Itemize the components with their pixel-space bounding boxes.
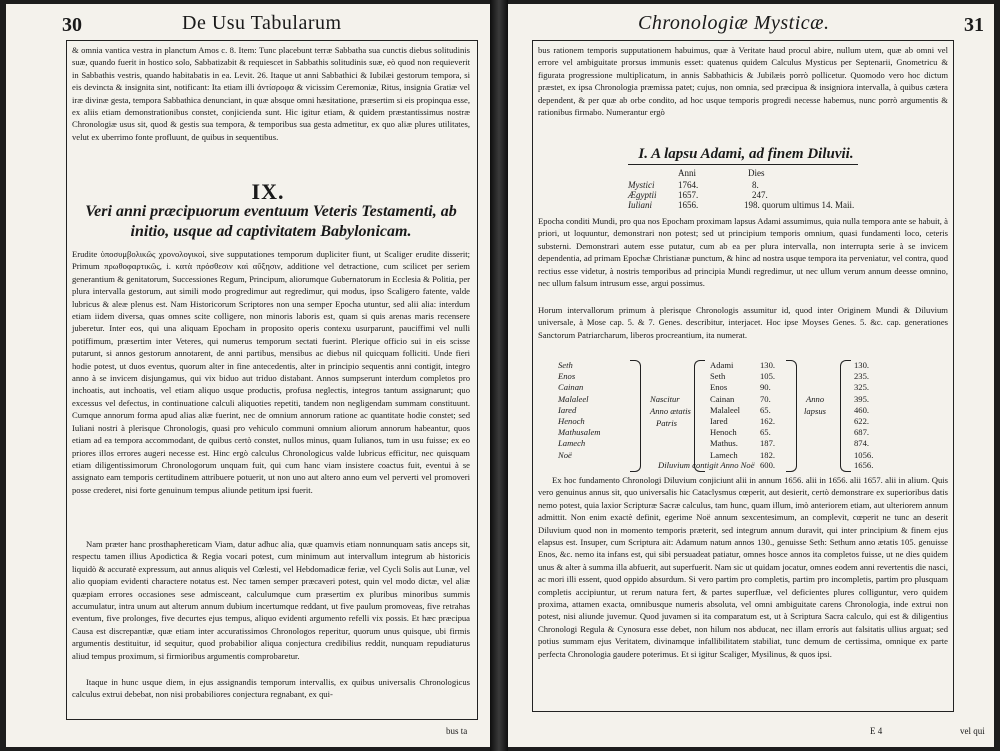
father-name: Enos <box>710 382 728 393</box>
row-label: Iuliani <box>628 200 652 210</box>
right-running-title: Chronologiæ Mysticæ. <box>638 12 830 34</box>
genealogy-table <box>538 360 948 470</box>
year-value: 65. <box>760 404 771 415</box>
son-name: Cainan <box>558 382 584 393</box>
year-value: 874. <box>854 438 870 449</box>
father-name: Iared <box>710 415 728 426</box>
genealogy-years-a <box>760 360 775 461</box>
section-title: I. A lapsu Adami, ad finem Diluvii. <box>638 146 854 162</box>
father-name: Cainan <box>710 393 735 404</box>
year-value: 130. <box>854 360 870 370</box>
label-anno-aetatis: Anno ætatis <box>650 406 691 416</box>
label-patris: Patris <box>656 418 678 428</box>
son-name: Lamech <box>558 438 586 449</box>
section-rule <box>628 164 858 165</box>
row-label: Mystici <box>628 180 655 190</box>
son-name: Malaleel <box>558 393 589 404</box>
brace <box>630 360 641 472</box>
year-value: 395. <box>854 393 870 404</box>
row-anni: 1656. <box>678 200 699 210</box>
father-name: Seth <box>710 371 726 382</box>
year-value: 65. <box>760 427 771 438</box>
label-nascitur: Nascitur <box>650 394 680 404</box>
father-name: Adami <box>710 360 734 370</box>
book-gutter <box>490 0 508 751</box>
year-value: 622. <box>854 415 870 426</box>
son-name: Henoch <box>558 415 585 426</box>
row-anni: 1764. <box>678 180 699 190</box>
label-anno: Anno <box>806 394 825 404</box>
year-value: 182. <box>760 449 776 460</box>
right-catchword: vel qui <box>960 726 985 736</box>
label-lapsus: lapsus <box>804 406 826 416</box>
right-paragraph-1: bus rationem temporis supputationem habuimus, quæ à Veritate haud procul abire, nullum utem, quæ ab omni vel errore vel ambiguitate prorsus immunis esset: quatenus quidem Calculus Mysticus per Septenarii, Gnometricu & figurata progressione multiplicatum, in annis Sabbathicis & Jubilæis porrò pollicetur. Quomodo vero hoc dictum præstet, ex ipsa Chronologia præmissa patet; cujus, non omnia, sed præcipua & insigniora intervalla, à quibus cætera dependent, & per quæ ab orbe condito, ad hoc usque temporis progredi necesse habemus, nunc porrò argumentis & rationibus firmabo. Numerantur ergò <box>538 45 948 118</box>
year-value: 130. <box>760 360 776 370</box>
year-value: 90. <box>760 382 771 393</box>
son-name: Seth <box>558 360 573 370</box>
row-dies: 247. <box>752 190 768 200</box>
year-value: 70. <box>760 393 771 404</box>
left-catchword: bus ta <box>446 726 468 736</box>
signature-mark: E 4 <box>870 726 883 736</box>
son-name: Noë <box>558 449 572 460</box>
year-value: 162. <box>760 415 776 426</box>
brace <box>840 360 851 472</box>
left-page-number: 30 <box>62 14 82 36</box>
year-value: 105. <box>760 371 776 382</box>
right-paragraph-2: Epocha conditi Mundi, pro qua nos Epocham proximam lapsus Adami assumimus, quia nulla tempora ante se habuit, à priori, ut loquuntur, demonstrari non potest; sed ut principium temporis omnium, quasi fundamenti loco, ceteris substerni. Demonstrari autem esse putatur, cum ab ea per plura intervalla, non interrupta serie à se invicem dependentia, ad primam Epochæ Christianæ punctum, & hinc ad nostra usque tempora ita perveniatur, vel contra, quod rectius esse videtur, à nostris temporibus ad principia Mundi regredimur, ut nec ullum verum annum deesse omnino, nec ullum falsum intrusum esse, argui possimus. <box>538 216 948 289</box>
left-page <box>6 4 490 747</box>
right-paragraph-3: Horum intervallorum primum à plerisque Chronologis assumitur id, quod inter Originem Mundi & Diluvium universale, à Mose cap. 5. & 7. Genes. describitur, interjacet. Hoc ipse Moyses Genes. 5. &c. cap. generationes Sanctorum Patriarcharum, liberos procreantium, ita numerat. <box>538 305 948 340</box>
chapter-title: Veri anni præcipuorum eventuum Veteris Testamenti, ab initio, usque ad captivitatem Babylonicam. <box>85 203 457 240</box>
year-value: 325. <box>854 382 870 393</box>
year-value: 687. <box>854 427 870 438</box>
table-header-dies: Dies <box>748 168 765 178</box>
son-name: Iared <box>558 404 577 415</box>
genealogy-sons <box>558 360 601 461</box>
left-paragraph-3: Nam præter hanc prosthaphereticam Viam, datur adhuc alia, quæ quamvis etiam nonnunquam satis anceps sit, respectu tamen illius Apodictica & Regia vocari potest, cum minimum aut intervallum integrum ab historicis liquidò & accuratè expressum, aut annus aliquis vel Cœlesti, vel Hebdomadicæ feriæ, vel Cycli Solis aut Lunæ, vel alio quopiam evidenti charactere notatus est. Nec tamen semper præcaveri potest, quin vel modo dictæ, vel aliæ quæpiam errores occasiones sese admisceant, calculumque cum præsertim ex pluribus minoribus summis accumulatur, intra unum aut alterum annum dubium incertumque reddant, ut five paulum promoveas, five retrahas eventum, five prolonges, five decurtes ejus tempus, aliquo evidenti argumento refelli vix possis. Et hæc præcipua Causa est discrepantiæ, quæ etiam inter accuratissimos Chronologos reperitur, quorum unus quisque, ubi firmis argumentis destituitur, id sequitur, quod probabilior aliqua conjectura credibilius reddit, nunquam repudiaturus aliud tempus proximum, si firmioribus argumentis comprobaretur. <box>72 539 470 661</box>
father-name: Mathus. <box>710 438 738 449</box>
row-anni: 1657. <box>678 190 699 200</box>
row-dies: 198. quorum ultimus 14. Maii. <box>744 200 855 210</box>
diluvium-years: 600. <box>760 460 776 470</box>
father-name: Henoch <box>710 427 737 438</box>
row-label: Ægyptii <box>628 190 657 200</box>
genealogy-fathers <box>710 360 740 461</box>
genealogy-years-b <box>854 360 873 461</box>
son-name: Mathusalem <box>558 427 601 438</box>
right-paragraph-4: Ex hoc fundamento Chronologi Diluvium conjiciunt alii in annum 1656. alii in 1656. alii 1657. alii in alium. Quis vero genuinus annus sit, quo universalis hic Cataclysmus cœperit, aut desierit, certò demonstrare ex superioribus datis nemo potest, quia laxior Scripturæ Sacræ calculus, tam hunc, quam illum, imò anteriorem etiam, aut ulteriorem annum admittit. Non enim exactè definit, egerime Noë annum sexcentesimum, an complevit, cœperit ne tunc an deserit Diluvium quod non in momento temporis præterit, sed integrum annum duravit, qui inter principium & finem ejus elapsus est. Insuper, cum Scriptura ait: Adamum natum annos 130., genuisse Seth: Sethum anno ætatis 105. genuisse Enos, &c. nemo ita infans est, qui sibi persuadeat patiatur, omnes hosce annos ita completos fuisse, ut ne dies quidem unus & alter à summa illa abfuerit, aut superfuerit. Nam sic ut quidam jocatur, omnes eodem anni revertentis die nasci, ac mori illi essent, quod oppido absurdum. Si vero partim pro completis, partim pro incompletis, partim pro plusquam completis accipiuntur, ut rerum natura fert, & partes superfluæ, vel deficientes plures colliguntur, vero quidem proxima, attamen exacta, omnibusque numeris absoluta, vel omni ambiguitate carens Chronologia, inde extrui non potest, nisi aliunde juvemur. Quod juvamen si ita comparatum est, ut à Scriptura Sacra calculo, qui est & diligentius Chronologi Regula & Cynosura esse debet, non hilum nos abducat, nec illam errorís aut falsitatis ullius arguat; sed potius summam ejus Veritatem, divinamque infallibilitatem stabiliat, tunc demum de certissima, omnique ex parte perfecta Chronologia gaudere poterimus. Et si igitur Scaliger, Mysilinus, & quos ipsi. <box>538 475 948 659</box>
brace <box>786 360 797 472</box>
year-value: 460. <box>854 404 870 415</box>
diluvium-total: 1656. <box>854 460 874 470</box>
brace <box>694 360 705 472</box>
year-value: 187. <box>760 438 776 449</box>
son-name: Enos <box>558 371 576 382</box>
row-dies: 8. <box>752 180 759 190</box>
left-running-title: De Usu Tabularum <box>182 12 342 34</box>
left-paragraph-4: Itaque in hunc usque diem, in ejus assignandis temporum intervallis, ex quibus universalis Chronologicus calculus extrui debebat, non nisi probabiliores conjectura regnabant, ex qui- <box>72 677 470 700</box>
diluvium-label: Diluvium contigit Anno Noë <box>658 460 755 470</box>
left-paragraph-1: & omnia vantica vestra in planctum Amos c. 8. Item: Tunc placebunt terræ Sabbatha sua cunctis diebus solitudinis suæ, quando fuerit in hostico solo, Sabbatizabit & requiescet in Sabbathis solitudinis suæ, eò quod non requieverit in Sabbathis vestris, quando habitabatis in ea. Levit. 26. Itaque ut anni Sabbathici & Iubilæi gestorum tempora, si eis devincta & insignita sint, notificant: Ita etiam illi ἀντίσροφα & vicissim Ceremoniæ, Ritus, insignia Gratiæ vel iræ divinæ gesta, tempora Sabbathica denunciant, in quæ absque omni hæsitatione, præsertim si eis propinqua esse, ex aliis etiam demonstrationibus constet, conjicienda sunt. Hic igitur etiam, & quidem præstantissimus nostræ Chronologiæ usus sit, quod & gestis sua tempora, & temporibus sua gesta admetitur, ex quo aliæ plures utilitates, velut ex uberrimo fonte profluunt, de quibus in sequentibus. <box>72 45 470 142</box>
year-value: 235. <box>854 371 870 382</box>
father-name: Malaleel <box>710 404 741 415</box>
father-name: Lamech <box>710 449 738 460</box>
chapter-number: IX. <box>251 179 285 204</box>
table-header-anni: Anni <box>678 168 696 178</box>
right-page <box>508 4 994 747</box>
year-value: 1056. <box>854 449 874 460</box>
right-page-number: 31 <box>964 14 984 36</box>
left-paragraph-2: Erudite ὑποσυμβολικῶς χρονολογικοί, sive supputationes temporum dupliciter fiunt, ut Scaliger erudite disserit; Primum πρωθοφαρτικῶς, i. κατὰ πρόσθεσιν καὶ αὔξησιν, additione vel detractione, cum scilicet per seriem generantium & genitatorum, Successiones Regum, Principum, aliorumque Gubernatorum in Ecclesia & Politia, per plura intervalla gestorum, aut simili modo progredimur aut regredimur, qui modus, ipso Scaligero fatente, valde lubricus & aleæ plenus est. Nam Historicorum Scriptores non una semper Epocha utuntur, sed alii alia: interdum etiam iidem diversa, quas omnes scite colligere, non minoris laboris est, quam si quis arenas maris recensere juberetur. Inter eos, qui una aliquam Epocham in proposito operis contexu usurparunt, pauciffimi vel nulli potiffimum, præsertim inter Veteres, qui numerus temporum sectati fuerint. Plerique officio sui in eis scisse putarunt, si annos gestorum annotarent, de anni partibus, mensibus ac diebus nil quicquam folliciti. Unde fieri hodie potest, ut duos eventus, quorum alter in fine antecedentis, alter in principio sequentis anni contigit, integro anno à se invicem disjungamus, qui vix biduo aut triduo distabant. Annos sumpserunt interdum completos pro inchoatis, aut inchoatis, vel etiam aliquo usque productis, profusa neglectis, integros tantum assignarunt; quo excessus vel defectus, in continuatione calculi aliquoties repetiti, tandem non negligendam summam constituunt. Cumque annorum forma apud alias aliæ fuerint, nec de omnium annorum ratione ac quantitate hodie constet; sed Iuliani nostri à plerisque Chronologis, quasi pro vehiculo communi omnium aliorum annorum habeantur, quos etiam ad ea tempora accommodant, de quibus certò constet, nullos minus, quam Iulianos, tum in usu fuisse; ex eo priores illos errores augeri necesse est. Hinc ergò calculus Chronologicus valde lubricus efficitur, nec quisquam etiam diligentissimorum Chronologorum unquam fuit, qui cum hanc viam insistere coactus fuit, eventui à se assignato eam temporis certitudinem attribuere potuerit, ut non uno aut altero anno eum vel perverti vel promoveri posse crederet, nisi forte genuinum tempus aliunde petitum ipsi fuerit. <box>72 249 470 495</box>
